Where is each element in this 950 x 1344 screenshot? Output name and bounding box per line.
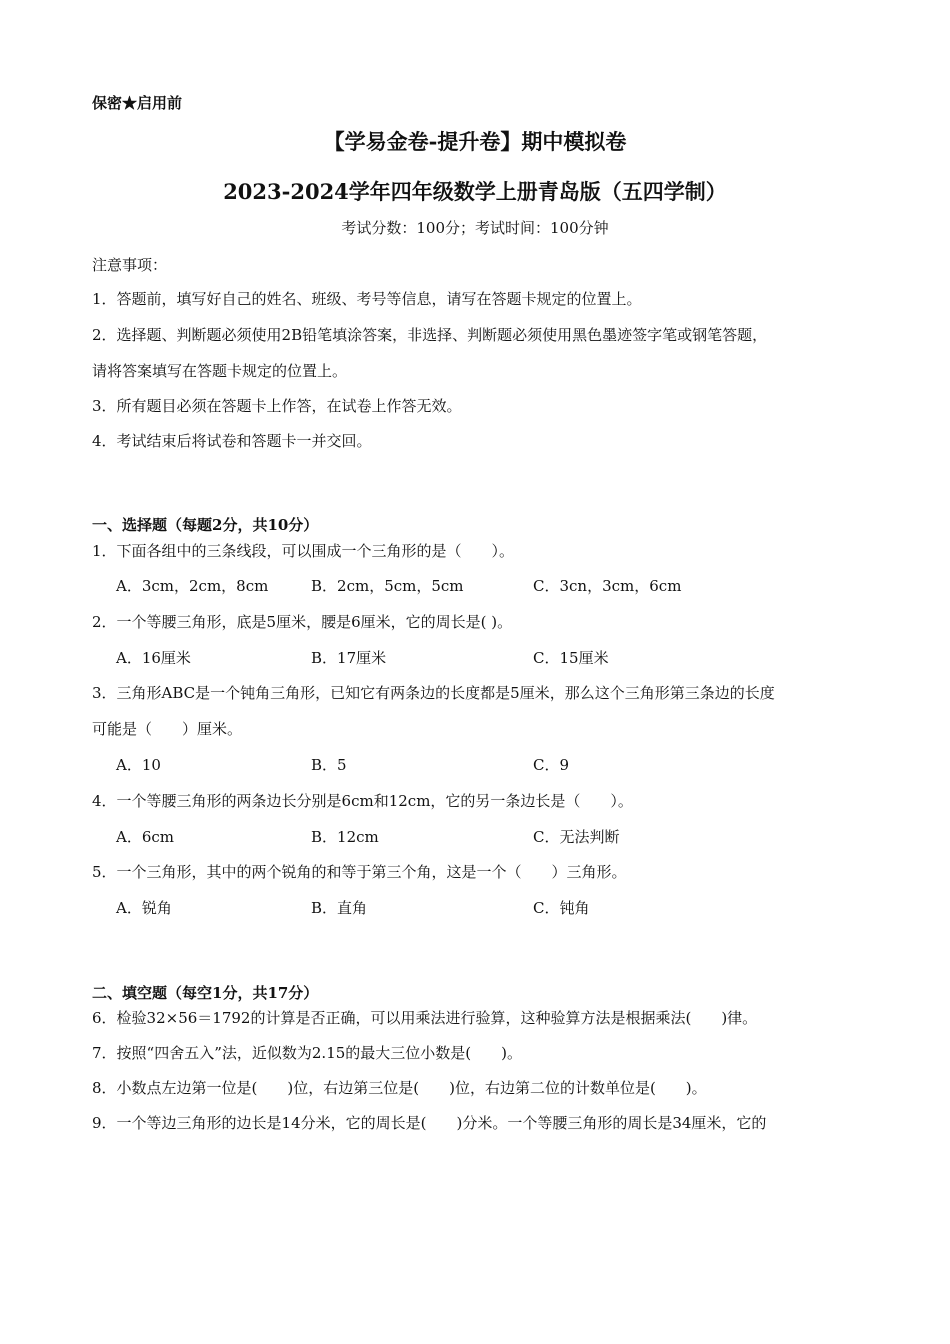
confidential-label: 保密★启用前 [92, 94, 183, 112]
exam-subtitle: 2023-2024学年四年级数学上册青岛版（五四学制） [223, 179, 727, 204]
question-stem-continued: 可能是（ ）厘米。 [92, 720, 243, 738]
option-c: C．3cn，3cm，6cm [533, 577, 682, 595]
section-heading: 二、填空题（每空1分，共17分） [92, 984, 319, 1002]
option-a: A．6cm [116, 828, 175, 846]
question-stem: 1．下面各组中的三条线段，可以围成一个三角形的是（ ）。 [92, 542, 515, 560]
option-b: B．5 [311, 756, 347, 774]
question-stem: 9．一个等边三角形的边长是14分米，它的周长是( )分米。一个等腰三角形的周长是34厘米，它的 [92, 1114, 767, 1132]
note-item: 1．答题前，填写好自己的姓名、班级、考号等信息，请写在答题卡规定的位置上。 [92, 290, 642, 308]
option-a: A．锐角 [116, 899, 172, 917]
question-stem: 2．一个等腰三角形，底是5厘米，腰是6厘米，它的周长是( )。 [92, 613, 513, 631]
note-item: 请将答案填写在答题卡规定的位置上。 [92, 362, 348, 380]
option-b: B．12cm [311, 828, 379, 846]
question-stem: 8．小数点左边第一位是( )位，右边第三位是( )位，右边第二位的计数单位是( )。 [92, 1079, 707, 1097]
option-b: B．直角 [311, 899, 368, 917]
question-stem: 4．一个等腰三角形的两条边长分别是6cm和12cm，它的另一条边长是（ ）。 [92, 792, 633, 810]
option-b: B．17厘米 [311, 649, 387, 667]
option-a: A．16厘米 [116, 649, 191, 667]
option-b: B．2cm，5cm，5cm [311, 577, 464, 595]
option-a: A．10 [116, 756, 161, 774]
question-stem: 7．按照“四舍五入”法，近似数为2.15的最大三位小数是( )。 [92, 1044, 522, 1062]
note-item: 2．选择题、判断题必须使用2B铅笔填涂答案，非选择、判断题必须使用黑色墨迹签字笔或钢笔答题， [92, 326, 768, 344]
exam-title: 【学易金卷-提升卷】期中模拟卷 [323, 129, 627, 154]
note-item: 4．考试结束后将试卷和答题卡一并交回。 [92, 432, 372, 450]
option-c: C．钝角 [533, 899, 590, 917]
option-c: C．无法判断 [533, 828, 620, 846]
notes-heading: 注意事项： [92, 256, 168, 274]
question-stem: 5．一个三角形，其中的两个锐角的和等于第三个角，这是一个（ ）三角形。 [92, 863, 627, 881]
section-heading: 一、选择题（每题2分，共10分） [92, 516, 319, 534]
option-c: C．9 [533, 756, 570, 774]
option-c: C．15厘米 [533, 649, 609, 667]
exam-info: 考试分数：100分；考试时间：100分钟 [341, 219, 609, 237]
question-stem: 6．检验32×56＝1792的计算是否正确，可以用乘法进行验算，这种验算方法是根据乘法( )律。 [92, 1009, 758, 1027]
question-stem: 3．三角形ABC是一个钝角三角形，已知它有两条边的长度都是5厘米，那么这个三角形第三条边的长度 [92, 684, 775, 702]
option-a: A．3cm，2cm，8cm [116, 577, 269, 595]
note-item: 3．所有题目必须在答题卡上作答，在试卷上作答无效。 [92, 397, 462, 415]
